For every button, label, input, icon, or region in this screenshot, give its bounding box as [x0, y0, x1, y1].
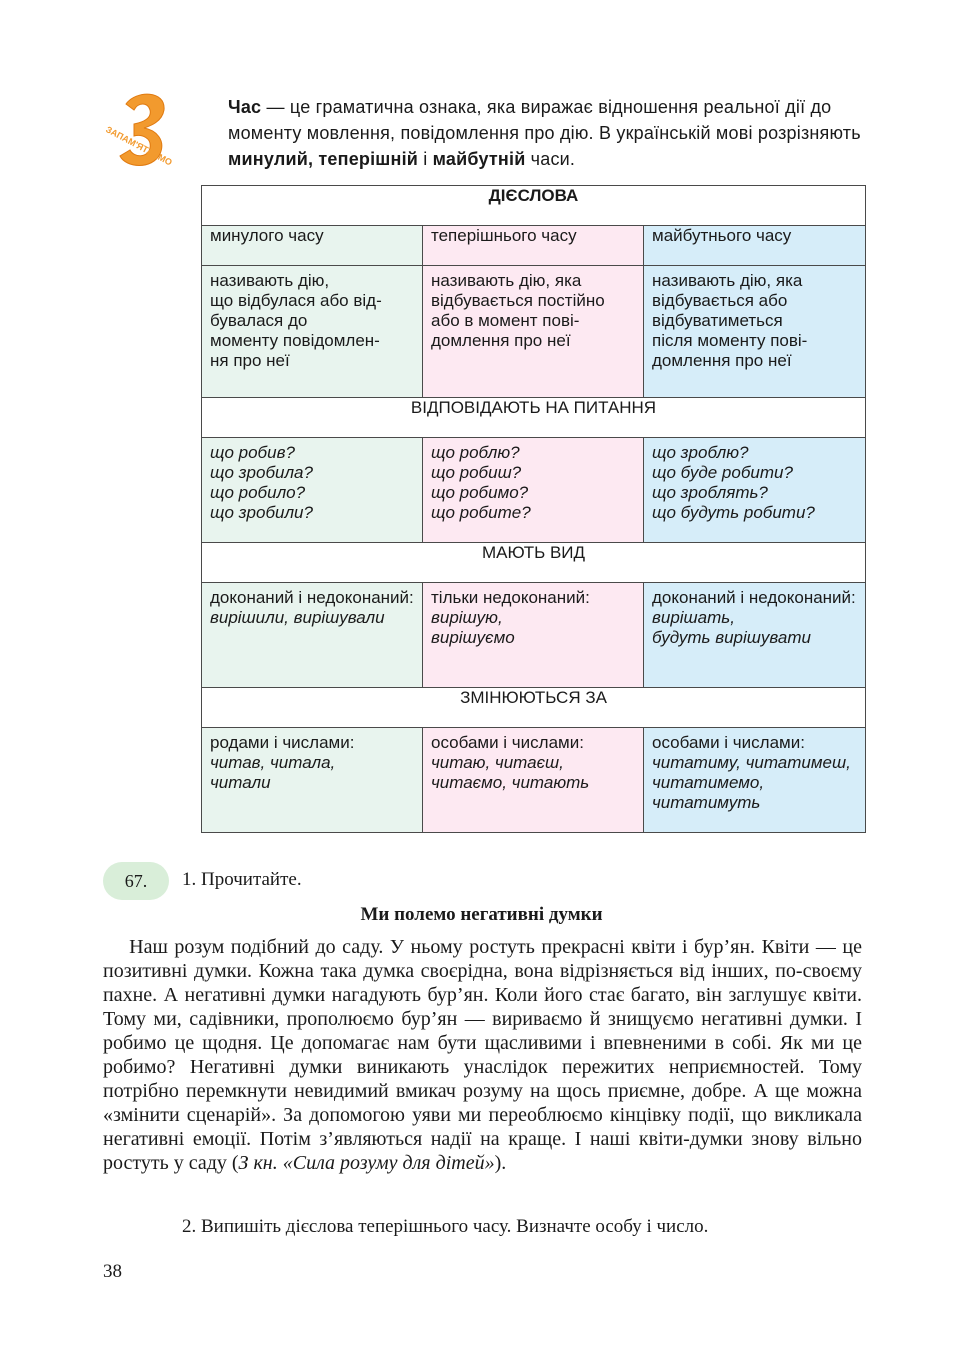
question: що робиш?	[431, 463, 522, 482]
change-example: читаємо, читають	[431, 773, 590, 792]
aspect-present	[423, 583, 644, 688]
intro-and: і	[418, 149, 433, 169]
verb-tense-table	[201, 185, 866, 833]
story-text	[103, 935, 862, 1175]
change-example: читатиму, читатимеш,	[652, 753, 851, 772]
question: що зроблять?	[652, 483, 768, 502]
change-past	[202, 728, 423, 833]
aspect-header: МАЮТЬ ВИД	[202, 543, 866, 583]
intro-text-1: — це граматична ознака, яка виражає відношення реальної дії до моменту мовлення, повідомлення про дію. В українській мові розрізняють	[228, 97, 861, 143]
intro-bold-times: минулий, теперішній	[228, 149, 419, 169]
questions-past	[202, 438, 423, 543]
story-body: Наш розум подібний до саду. У ньому ростуть прекрасні квіти і бур’ян. Квіти — це позитивні думки. Кожна така думка своєрідна, вона відрізняється від інших, по-своєму пахне. А негативні думки нагадують бур’ян. Коли його стає багато, він заглушує квіти. Тому ми, садівники, прополюємо бур’ян — вириваємо й знищуємо негативні думки. І робимо це щодня. Це допомагає нам бути щасливими і впевненими в собі. Як ми це робимо? Негативні думки виникають унаслідок пережитих неприємностей. Тому потрібно перемкнути невидимий вмикач розуму на щось приємне, добре. А ще можна «змінити сценарій». За допомогою уяви ми переоблюємо кінцівку події, що викликала негативні емоції. Потім з’являються надії на краще. І наші квіти-думки знову вільно ростуть у саду (	[103, 936, 862, 1174]
question: що робило?	[210, 483, 306, 502]
question: що робите?	[431, 503, 531, 522]
change-label: особами і числами:	[652, 733, 805, 752]
column-past: минулого часу	[202, 226, 423, 266]
story-title: Ми полемо негативні думки	[360, 904, 603, 925]
change-example: читатимемо,	[652, 773, 765, 792]
change-present	[423, 728, 644, 833]
exercise-task-2: 2. Випишіть дієслова теперішнього часу. Визначте особу і число.	[182, 1216, 709, 1237]
story-source: З кн. «Сила розуму для дітей»	[238, 1152, 495, 1174]
intro-term: Час	[228, 97, 262, 117]
exercise-number-badge: 67.	[103, 862, 169, 900]
aspect-example: вирішили, вирішували	[210, 608, 385, 627]
aspect-label: тільки недоконаний:	[431, 588, 590, 607]
question: що роблю?	[431, 443, 520, 462]
question: що зробили?	[210, 503, 313, 522]
question: що робимо?	[431, 483, 529, 502]
questions-future	[644, 438, 866, 543]
intro-text-2: часи.	[525, 149, 576, 169]
question: що робив?	[210, 443, 295, 462]
describe-present: називають дію, яка відбувається постійно або в момент пові- домлення про неї	[423, 266, 644, 398]
change-example: читав, читала,	[210, 753, 336, 772]
aspect-example: вирішать,	[652, 608, 735, 627]
question: що будуть робити?	[652, 503, 815, 522]
intro-paragraph	[228, 94, 864, 172]
change-example: читаю, читаєш,	[431, 753, 564, 772]
remember-logo-icon	[96, 90, 192, 176]
question: що буде робити?	[652, 463, 793, 482]
page-number: 38	[103, 1261, 122, 1282]
questions-header: ВІДПОВІДАЮТЬ НА ПИТАННЯ	[202, 398, 866, 438]
aspect-example: будуть вирішувати	[652, 628, 811, 647]
aspect-future	[644, 583, 866, 688]
story-end: ).	[494, 1152, 507, 1174]
aspect-example: вирішуємо	[431, 628, 515, 647]
change-future	[644, 728, 866, 833]
question: що зроблю?	[652, 443, 749, 462]
table-title: ДІЄСЛОВА	[202, 186, 866, 226]
aspect-label: доконаний і недоконаний:	[210, 588, 414, 607]
describe-future: називають дію, яка відбувається або відбуватиметься після моменту пові- домлення про неї	[644, 266, 866, 398]
column-present: теперішнього часу	[423, 226, 644, 266]
question: що зробила?	[210, 463, 313, 482]
describe-past: називають дію, що відбулася або від- бувалася до моменту повідомлен- ня про неї	[202, 266, 423, 398]
aspect-label: доконаний і недоконаний:	[652, 588, 856, 607]
intro-bold-future: майбутній	[432, 149, 526, 169]
exercise-task-1: 1. Прочитайте.	[182, 869, 302, 890]
questions-present	[423, 438, 644, 543]
aspect-example: вирішую,	[431, 608, 503, 627]
change-example: читатимуть	[652, 793, 761, 812]
change-example: читали	[210, 773, 271, 792]
change-header: ЗМІНЮЮТЬСЯ ЗА	[202, 688, 866, 728]
column-future: майбутнього часу	[644, 226, 866, 266]
change-label: родами і числами:	[210, 733, 355, 752]
aspect-past	[202, 583, 423, 688]
change-label: особами і числами:	[431, 733, 584, 752]
logo-caption: ЗАПАМ'ЯТАЙМО	[104, 124, 174, 168]
